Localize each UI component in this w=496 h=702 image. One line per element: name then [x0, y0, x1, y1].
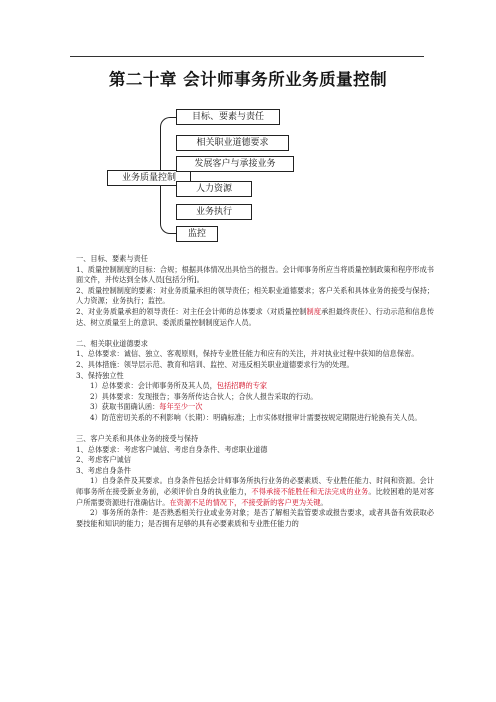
paragraph — [76, 392, 434, 403]
paragraph-text: 2、对业务质量承担的领导责任：对主任会计师的总体要求（对质量控制 — [76, 306, 307, 316]
paragraph-text: 2、质量控制制度的要素：对业务质量承担的领导责任；相关职业道德要求；客户关系和具体业务的接受与保持；人力资源；业务执行；监控。 — [76, 285, 434, 306]
paragraph — [76, 381, 434, 392]
highlight-text: 包括招聘的专家 — [216, 381, 268, 391]
paragraph — [76, 413, 434, 424]
paragraph — [76, 265, 434, 286]
paragraph-text: 3、考虑自身条件 — [76, 465, 131, 475]
paragraph-text: 。 — [320, 497, 328, 507]
paragraph — [76, 508, 434, 529]
paragraph-text: 3、保持独立性 — [76, 370, 124, 380]
section-heading: 二、相关职业道德要求 — [76, 338, 148, 348]
paragraph — [76, 455, 434, 466]
structure-diagram — [0, 0, 496, 250]
paragraph-text: 1、质量控制制度的目标：合规；根据具体情况出具恰当的报告。会计师事务所应当将质量控制政策和程序形成书面文件，并传达到全体人员[包括分所]。 — [76, 264, 434, 285]
diagram-branch-ethics: 相关职业道德要求 — [176, 135, 289, 151]
diagram-branch-goals: 目标、要素与责任 — [176, 109, 280, 125]
diagram-branch-clients: 发展客户与承接业务 — [176, 156, 294, 172]
paragraph-text: 2、考虑客户诚信 — [76, 455, 131, 465]
section-gap — [76, 328, 434, 339]
section-heading: 一、目标、要素与责任 — [76, 254, 148, 263]
diagram-branch-execution: 业务执行 — [176, 204, 252, 220]
paragraph-text: 1、总体要求：考虑客户诚信、考虑自身条件、考虑职业道德 — [76, 444, 268, 454]
paragraph — [76, 466, 434, 477]
diagram-branch-monitoring: 监控 — [176, 226, 218, 242]
paragraph-text: 3）获取书面确认函： — [90, 402, 160, 412]
paragraph — [76, 360, 434, 371]
paragraph-text: 4）防范密切关系的不利影响（长期）：明确标准；上市实体财报审计需要按规定期限进行轮换有关人员。 — [90, 412, 422, 422]
diagram-branch-hr: 人力资源 — [176, 181, 252, 197]
paragraph-text: 2、具体措施：领导层示范、教育和培训、监控、对违反相关职业道德要求行为的处理。 — [76, 359, 354, 369]
highlight-text: 制度 — [306, 306, 322, 316]
document-body — [76, 254, 434, 529]
paragraph — [76, 402, 434, 413]
paragraph — [76, 307, 434, 328]
paragraph-text: 1）总体要求：会计师事务所及其人员， — [90, 381, 217, 391]
paragraph — [76, 445, 434, 456]
highlight-text: 不得承接不能胜任和无法完成的业务 — [251, 487, 369, 497]
section-gap — [76, 424, 434, 435]
section-heading: 三、客户关系和具体业务的接受与保持 — [76, 434, 199, 444]
paragraph — [76, 349, 434, 360]
highlight-text: 在资源不足的情况下，不接受新的客户更为关键 — [169, 497, 321, 507]
paragraph — [76, 371, 434, 382]
paragraph-text: 2）具体要求：发现报告；事务所传达合伙人；合伙人报告采取的行动。 — [90, 391, 318, 401]
paragraph-text: 承担最终责任）、行动示范和信息传达、树立质量至上的意识、委派质量控制制度运作人员。 — [76, 306, 435, 327]
page-title: 第二十章 会计师事务所业务质量控制 — [108, 70, 388, 89]
paragraph — [76, 286, 434, 307]
highlight-text: 每年至少一次 — [159, 402, 203, 412]
paragraph-text: 2）事务所的条件：是否熟悉相关行业或业务对象；是否了解相关监管要求或报告要求，或者具备有效获取必要技能和知识的能力；是否拥有足够的具有必要素质和专业胜任能力的 — [76, 508, 434, 528]
paragraph — [76, 476, 434, 508]
paragraph-text: 1、总体要求：诚信、独立、客观原则，保持专业胜任能力和应有的关注，并对执业过程中获知的信息保密。 — [76, 349, 419, 359]
paragraph-text: 1）自身条件及其要求。自身条件包括会计师事务所执行业务的必要素质、专业胜任能力、时间和资源。会计师事务所在接受新业务前，必须评价自身的执业能力， — [76, 476, 434, 497]
diagram-root-node: 业务质量控制 — [107, 170, 191, 186]
paragraph-text: 。比较困难的是对客户所需要资源进行准确估计。 — [76, 487, 434, 507]
